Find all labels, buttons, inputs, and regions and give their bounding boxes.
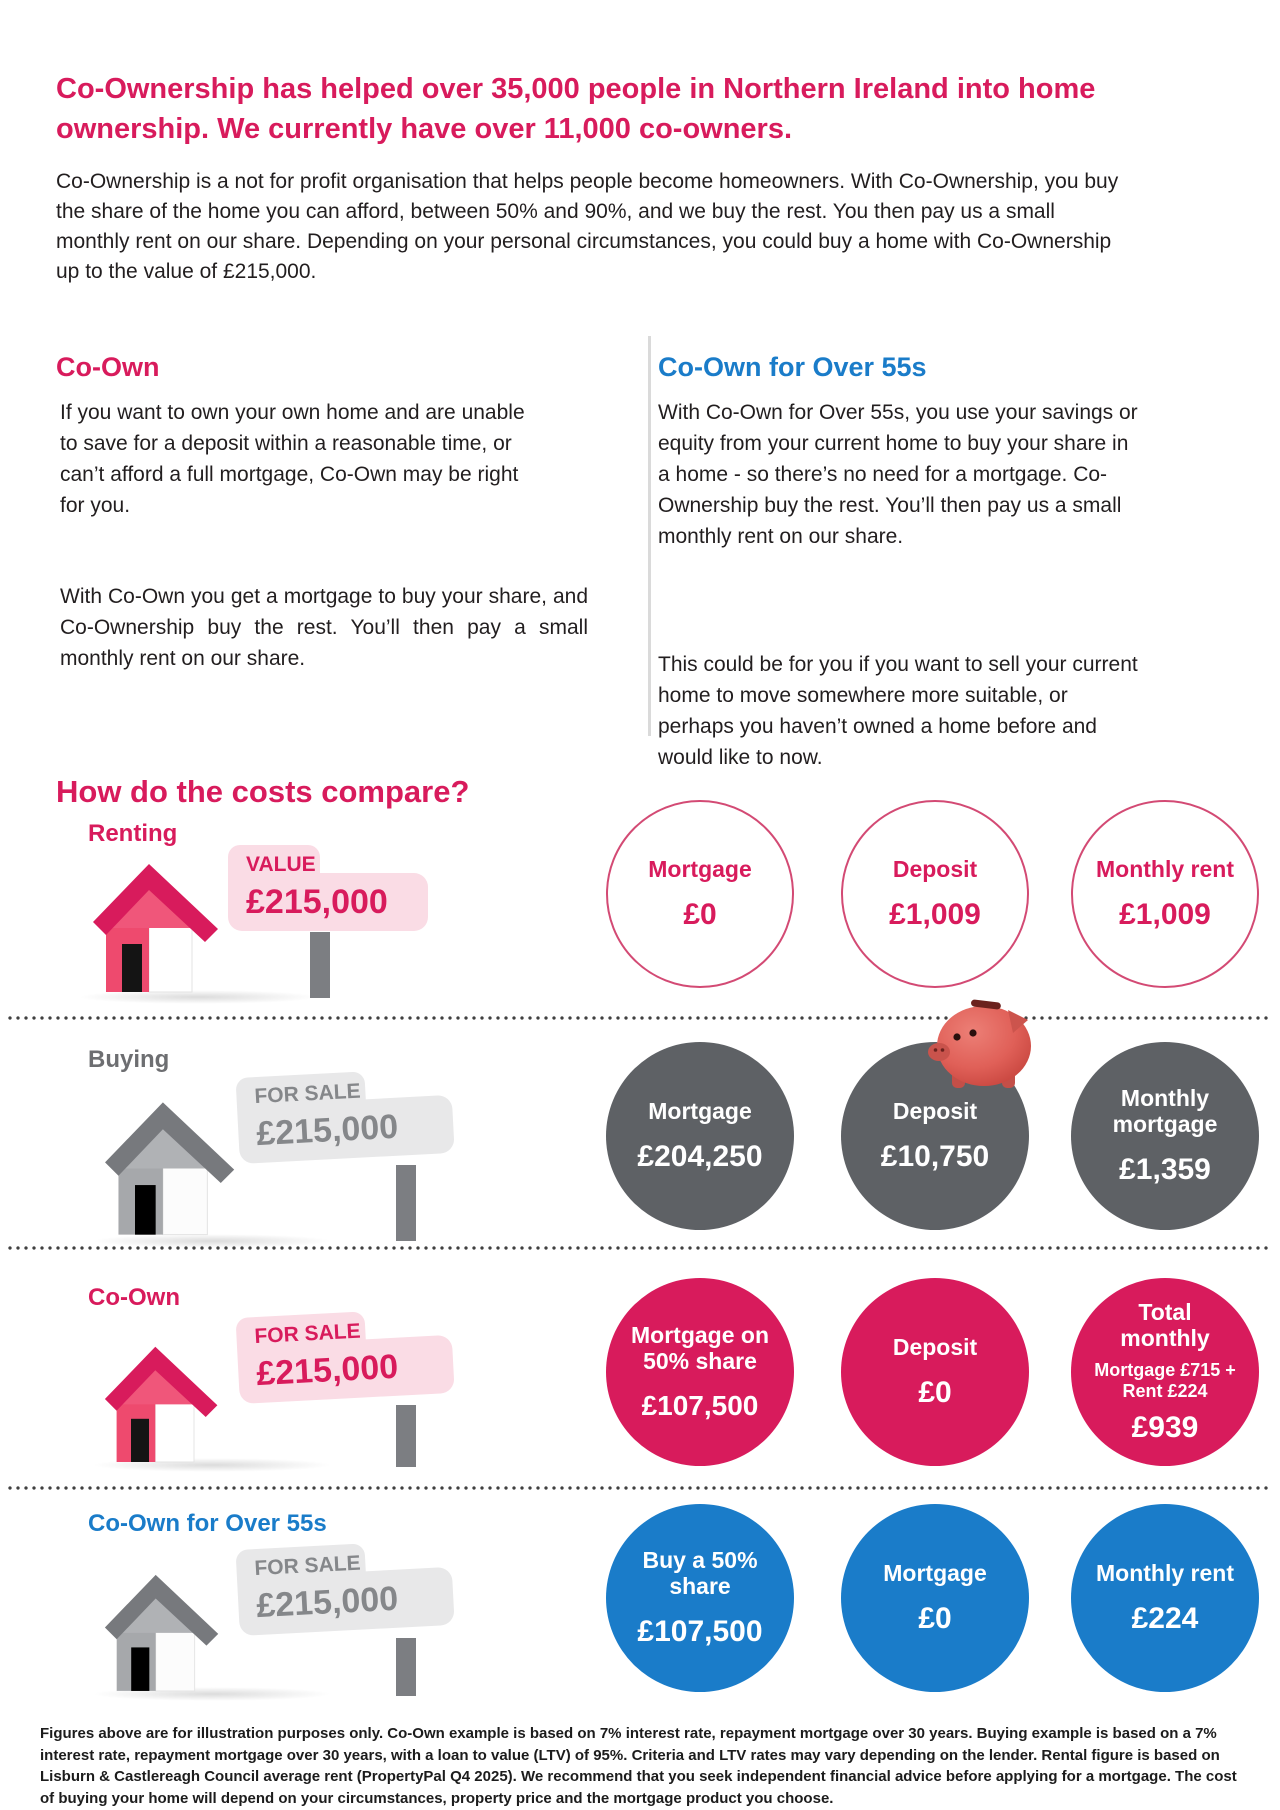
sign-label: FOR SALE bbox=[235, 1071, 365, 1108]
sign-post bbox=[310, 932, 330, 998]
for-sale-sign bbox=[235, 1539, 454, 1636]
sign-post bbox=[396, 1638, 416, 1696]
cost-circle bbox=[1071, 800, 1259, 988]
for-sale-sign bbox=[235, 1067, 454, 1164]
coown-paragraph-1: If you want to own your own home and are unable to save for a deposit within a reasonable time, or can’t afford a full mortgage, Co-Own may be right for you. bbox=[60, 401, 525, 517]
circle-title: Monthly mortgage bbox=[1112, 1085, 1218, 1137]
cost-circle bbox=[606, 800, 794, 988]
sign-price: £215,000 bbox=[237, 1335, 455, 1404]
coown-row-label: Co-Own bbox=[88, 1284, 180, 1311]
over55s-title: Co-Own for Over 55s bbox=[658, 352, 927, 383]
circle-title: Deposit bbox=[892, 1098, 978, 1124]
circle-title: Mortgage bbox=[883, 1560, 987, 1586]
over55s-paragraph-1: With Co-Own for Over 55s, you use your savings or equity from your current home to buy your share in a home - so there’s no need for a mortgage. Co-Ownership buy the rest. You’ll then pay us a small monthly rent on our share. bbox=[658, 401, 1138, 548]
circle-value: £204,250 bbox=[637, 1139, 763, 1173]
circle-title: Monthly rent bbox=[1096, 856, 1234, 882]
dotted-divider bbox=[8, 1486, 1272, 1490]
circle-title: Mortgage on 50% share bbox=[631, 1322, 769, 1374]
circle-title: Deposit bbox=[892, 1334, 978, 1360]
page-title: Co-Ownership has helped over 35,000 people in Northern Ireland into home ownership. We currently have over 11,000 co-owners. bbox=[56, 73, 1096, 146]
sign-post bbox=[396, 1165, 416, 1241]
house-icon bbox=[104, 1090, 259, 1245]
cost-circle bbox=[841, 800, 1029, 988]
for-sale-sign bbox=[235, 1307, 454, 1404]
circle-value: £1,359 bbox=[1119, 1152, 1211, 1186]
cost-circle bbox=[606, 1278, 794, 1466]
costs-compare-title: How do the costs compare? bbox=[56, 773, 470, 809]
circle-value: £1,009 bbox=[889, 897, 981, 931]
circle-value: £224 bbox=[1131, 1601, 1199, 1635]
circle-title: Mortgage bbox=[648, 856, 752, 882]
circle-value: £10,750 bbox=[880, 1139, 990, 1173]
column-divider bbox=[648, 336, 651, 736]
circle-title: Monthly rent bbox=[1096, 1560, 1234, 1586]
house-icon bbox=[104, 1564, 240, 1700]
cost-circle bbox=[841, 1504, 1029, 1692]
circle-value: £0 bbox=[918, 1375, 952, 1409]
circle-value: £107,500 bbox=[641, 1389, 759, 1421]
renting-row-label: Renting bbox=[88, 820, 178, 847]
cost-circle bbox=[1071, 1278, 1259, 1466]
sign-label: FOR SALE bbox=[235, 1311, 365, 1348]
intro-paragraph: Co-Ownership is a not for profit organisation that helps people become homeowners. With Co-Ownership, you buy the share of the home you can afford, between 50% and 90%, and we buy the rest. You then pay us a small monthly rent on our share. Depending on your personal circumstances, you could buy a home with Co-Ownership up to the value of £215,000. bbox=[56, 170, 1119, 283]
over55s-row-label: Co-Own for Over 55s bbox=[88, 1510, 327, 1537]
cost-circle bbox=[1071, 1504, 1259, 1692]
circle-subtitle: Mortgage £715 + Rent £224 bbox=[1094, 1360, 1236, 1402]
circle-title: Total monthly bbox=[1120, 1299, 1210, 1352]
sign-label: VALUE bbox=[228, 845, 320, 875]
cost-circle bbox=[841, 1278, 1029, 1466]
circle-value: £0 bbox=[683, 897, 717, 931]
circle-value: £0 bbox=[918, 1601, 952, 1635]
over55s-paragraph-2: This could be for you if you want to sell your current home to move somewhere more suitable, or perhaps you haven’t owned a home before and would like to now. bbox=[658, 653, 1138, 769]
circle-value: £1,009 bbox=[1119, 897, 1211, 931]
piggy-bank-icon bbox=[924, 994, 1040, 1096]
cost-circle bbox=[606, 1504, 794, 1692]
value-sign bbox=[228, 845, 428, 931]
dotted-divider bbox=[8, 1246, 1272, 1250]
circle-value: £939 bbox=[1131, 1410, 1199, 1444]
dotted-divider bbox=[8, 1016, 1272, 1020]
sign-price: £215,000 bbox=[237, 1567, 455, 1636]
sign-price: £215,000 bbox=[237, 1095, 455, 1164]
circle-value: £107,500 bbox=[637, 1614, 763, 1648]
sign-post bbox=[396, 1405, 416, 1467]
house-icon bbox=[92, 852, 242, 1002]
circle-title: Buy a 50% share bbox=[642, 1547, 758, 1599]
sign-price: £215,000 bbox=[228, 873, 428, 931]
coown-title: Co-Own bbox=[56, 352, 160, 383]
circle-title: Deposit bbox=[892, 856, 978, 882]
footer-disclaimer: Figures above are for illustration purposes only. Co-Own example is based on 7% interest rate, repayment mortgage over 30 years. Buying example is based on a 7% interest rate, repayment mortgage over 30 years, with a loan to value (LTV) of 95%. Criteria and LTV rates may vary depending on the lender. Rental figure is based on Lisburn & Castlereagh Council average rent (PropertyPal Q4 2025). We recommend that you seek independent financial advice before applying for a mortgage. The cost of buying your home will depend on your circumstances, property price and the mortgage product you choose. bbox=[40, 1725, 1237, 1807]
sign-label: FOR SALE bbox=[235, 1543, 365, 1580]
circle-title: Mortgage bbox=[648, 1098, 752, 1124]
house-icon bbox=[104, 1336, 239, 1471]
cost-circle bbox=[1071, 1042, 1259, 1230]
cost-circle bbox=[606, 1042, 794, 1230]
coown-paragraph-2: With Co-Own you get a mortgage to buy your share, and Co-Ownership buy the rest. You’ll then pay a small monthly rent on our share. bbox=[60, 585, 588, 670]
buying-row-label: Buying bbox=[88, 1046, 170, 1073]
